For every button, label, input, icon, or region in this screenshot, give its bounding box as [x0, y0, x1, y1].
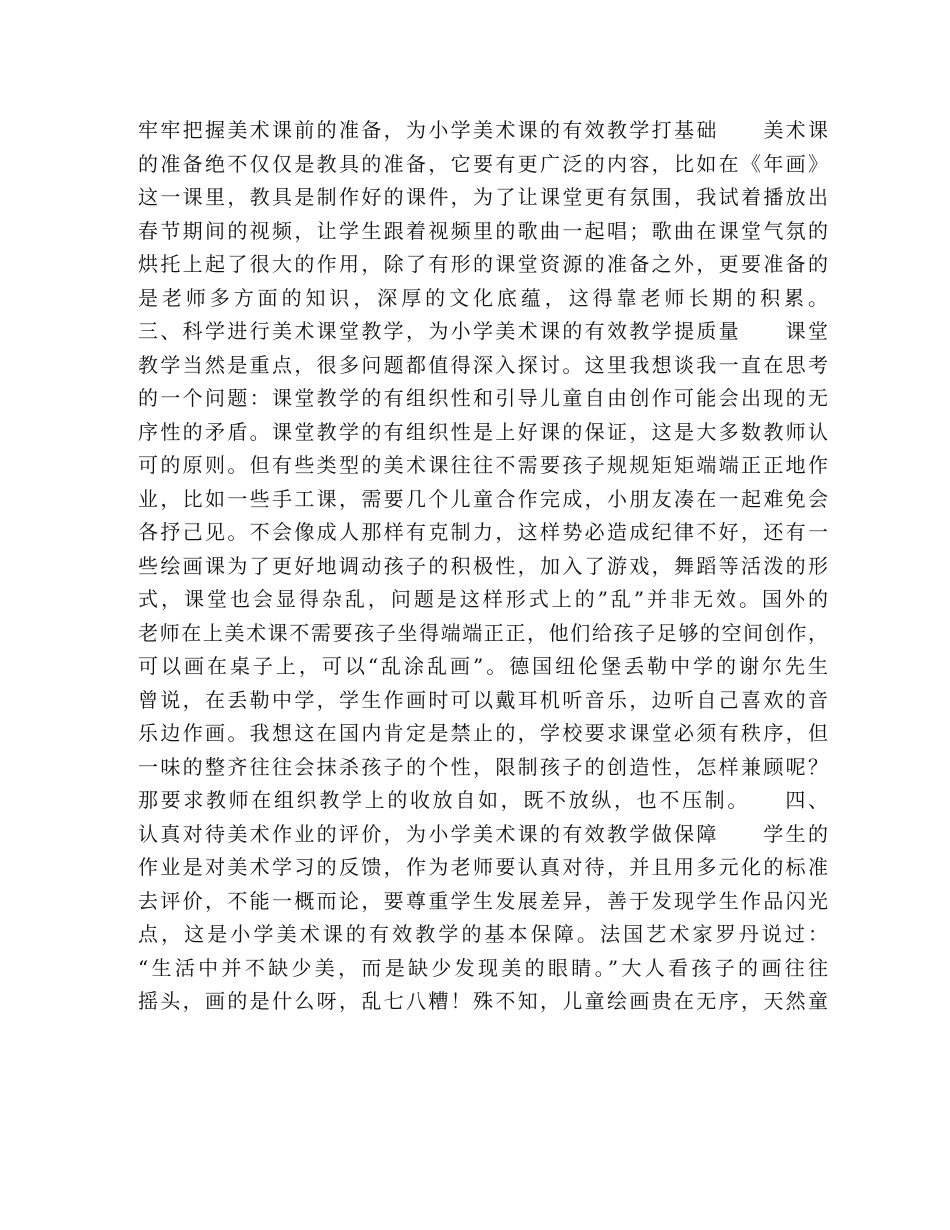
text-line: 牢牢把握美术课前的准备，为小学美术课的有效教学打基础 美术课 — [138, 118, 828, 142]
text-line: 可的原则。但有些类型的美术课往往不需要孩子规规矩矩端端正正地作 — [138, 453, 828, 477]
body-text — [138, 114, 828, 1019]
text-line: 各抒己见。不会像成人那样有克制力，这样势必造成纪律不好，还有一 — [138, 520, 828, 544]
text-line: 烘托上起了很大的作用，除了有形的课堂资源的准备之外，更要准备的 — [138, 252, 828, 276]
text-line: 这一课里，教具是制作好的课件，为了让课堂更有氛围，我试着播放出 — [138, 185, 828, 209]
text-line: 三、科学进行美术课堂教学，为小学美术课的有效教学提质量 课堂 — [138, 319, 828, 343]
text-line: 曾说，在丢勒中学，学生作画时可以戴耳机听音乐，边听自己喜欢的音 — [138, 687, 828, 712]
text-line: 乐边作画。我想这在国内肯定是禁止的，学校要求课堂必须有秩序，但 — [138, 721, 828, 745]
text-line: 摇头，画的是什么呀，乱七八糟！殊不知，儿童绘画贵在无序，天然童 — [138, 989, 828, 1013]
text-line: 点，这是小学美术课的有效教学的基本保障。法国艺术家罗丹说过： — [138, 922, 828, 946]
text-line: 是老师多方面的知识，深厚的文化底蕴，这得靠老师长期的积累。 — [138, 285, 828, 310]
text-line: 式，课堂也会显得杂乱，问题是这样形式上的”乱”并非无效。国外的 — [138, 587, 828, 611]
text-line: 序性的矛盾。课堂教学的有组织性是上好课的保证，这是大多数教师认 — [138, 419, 828, 444]
text-line: 一味的整齐往往会抹杀孩子的个性，限制孩子的创造性，怎样兼顾呢？ — [138, 754, 828, 779]
text-line: 认真对待美术作业的评价，为小学美术课的有效教学做保障 学生的 — [138, 821, 828, 846]
text-line: 的一个问题：课堂教学的有组织性和引导儿童自由创作可能会出现的无 — [138, 386, 828, 410]
text-line: “生活中并不缺少美，而是缺少发现美的眼睛。”大人看孩子的画往往 — [138, 955, 828, 980]
text-line: 春节期间的视频，让学生跟着视频里的歌曲一起唱；歌曲在课堂气氛的 — [138, 218, 828, 243]
text-line: 那要求教师在组织教学上的收放自如，既不放纵，也不压制。 四、 — [138, 788, 828, 812]
text-line: 些绘画课为了更好地调动孩子的积极性，加入了游戏，舞蹈等活泼的形 — [138, 553, 828, 578]
text-line: 的准备绝不仅仅是教具的准备，它要有更广泛的内容，比如在《年画》 — [138, 151, 828, 176]
text-line: 作业是对美术学习的反馈，作为老师要认真对待，并且用多元化的标准 — [138, 855, 828, 879]
text-line: 老师在上美术课不需要孩子坐得端端正正，他们给孩子足够的空间创作， — [138, 620, 828, 645]
text-line: 去评价，不能一概而论，要尊重学生发展差异，善于发现学生作品闪光 — [138, 888, 828, 913]
text-line: 教学当然是重点，很多问题都值得深入探讨。这里我想谈我一直在思考 — [138, 352, 828, 377]
text-line: 业，比如一些手工课，需要几个儿童合作完成，小朋友凑在一起难免会 — [138, 486, 828, 511]
text-line: 可以画在桌子上，可以“乱涂乱画”。德国纽伦堡丢勒中学的谢尔先生 — [138, 654, 828, 678]
